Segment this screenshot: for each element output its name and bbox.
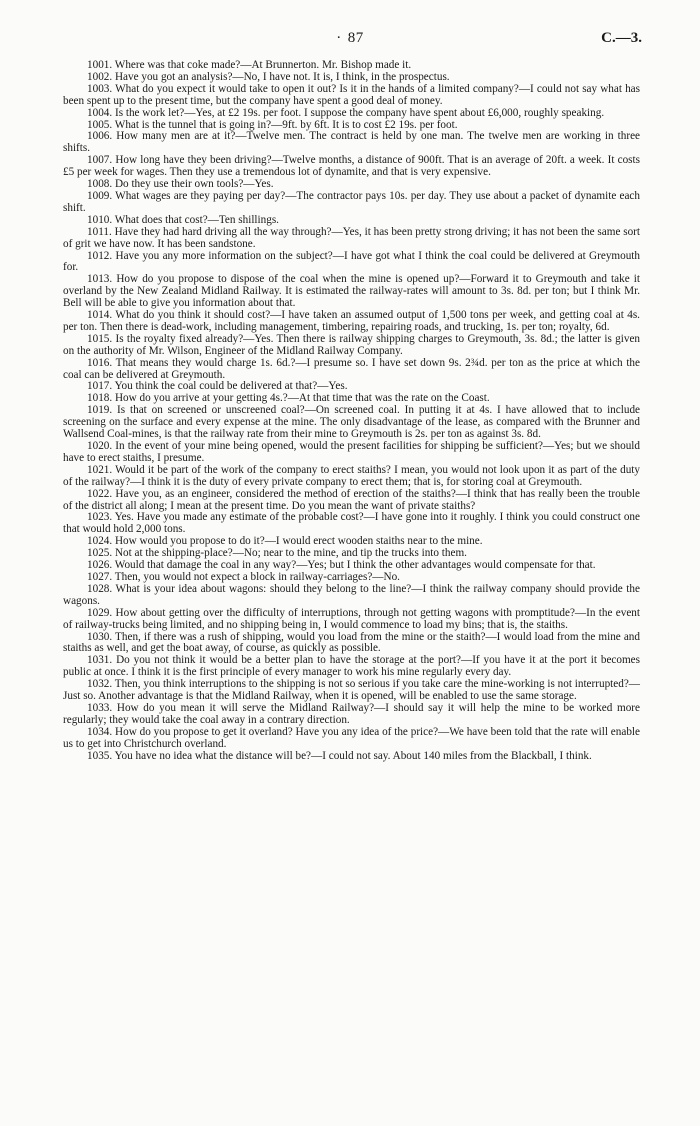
entry-number: 1008. bbox=[87, 178, 113, 191]
entry-text: Is that on screened or unscreened coal?—On screened coal. In putting it at 4s. I have allowed that to include screening on the surface and every expense at the mine. The only disadvantage of the lease, as compared with the Brunner and Wallsend Coal-mines, is that the railway rate from their mine to Greymouth is 2s. per ton as against 3s. 8d. bbox=[63, 404, 641, 441]
entry-number: 1034. bbox=[87, 725, 113, 738]
entry-number: 1015. bbox=[87, 332, 113, 345]
entry-number: 1028. bbox=[87, 582, 113, 595]
entry-number: 1012. bbox=[87, 249, 113, 262]
entry-text: How do you propose to dispose of the coal when the mine is opened up?—Forward it to Greymouth and take it overland by the New Zealand Midland Railway. It is estimated the railway-rates will amount to 3s. 8d. per ton; but I think Mr. Bell will be able to give you information about that. bbox=[63, 273, 641, 310]
entry-text: Where was that coke made?—At Brunnerton. Mr. Bishop made it. bbox=[114, 59, 412, 71]
entry-text: Yes. Have you made any estimate of the probable cost?—I have gone into it roughly. I think you could construct one that would hold 2,000 tons. bbox=[63, 511, 640, 536]
entry-number: 1027. bbox=[87, 570, 113, 583]
entry-number: 1001. bbox=[87, 59, 113, 71]
entry-text: What do you think it should cost?—I have taken an assumed output of 1,500 tons per week, and getting coal at 4s. per ton. Then there is dead-work, including management, timbering, repairing roads, and trucking, 1s. per ton; royalty, 6d. bbox=[63, 309, 640, 333]
entry-number: 1035. bbox=[87, 749, 113, 762]
entry-text: Is the royalty fixed already?—Yes. Then there is railway shipping charges to Greymouth, 3s. 8d.; the latter is given on the authority of Mr. Wilson, Engineer of the Midland Railway Company. bbox=[63, 332, 641, 357]
entry-number: 1030. bbox=[87, 630, 113, 643]
entry-number: 1020. bbox=[87, 440, 113, 452]
entry-text: Have they had hard driving all the way through?—Yes, it has been pretty strong driving; it has not been the same sort of grit we have now. It has been sandstone. bbox=[63, 225, 640, 250]
entry-number: 1025. bbox=[87, 547, 113, 560]
entry-number: 1016. bbox=[87, 356, 113, 369]
entry-text: Have you, as an engineer, considered the method of erection of the staiths?—I think that has really been the trouble of the district all along; I mean at the present time. Do you mean the want of private staiths? bbox=[63, 487, 640, 512]
testimony-entry bbox=[63, 191, 640, 215]
entry-number: 1019. bbox=[87, 404, 113, 417]
testimony-entry bbox=[63, 751, 640, 763]
entry-text: How do you arrive at your getting 4s.?—At that time that was the rate on the Coast. bbox=[114, 392, 490, 405]
testimony-entry bbox=[63, 155, 640, 179]
testimony-entry bbox=[63, 703, 640, 727]
entry-text: How do you mean it will serve the Midland Railway?—I should say it will help the mine to be worked more regularly; they would take the coal away in a contrary direction. bbox=[63, 701, 640, 726]
entry-number: 1018. bbox=[87, 392, 113, 405]
entry-text: How long have they been driving?—Twelve months, a distance of 900ft. That is an average of 20ft. a week. It costs £5 per week for wages. Then they use a tremendous lot of dynamite, and that is very expensive. bbox=[63, 154, 640, 179]
entry-text: Would that damage the coal in any way?—Yes; but I think the other advantages would compensate for that. bbox=[114, 559, 596, 572]
entry-text: You think the coal could be delivered at that?—Yes. bbox=[114, 380, 348, 393]
testimony-entry bbox=[63, 251, 640, 275]
entry-text: How many men are at it?—Twelve men. The contract is held by one man. The twelve men are working in three shifts. bbox=[63, 130, 640, 155]
testimony-entry bbox=[63, 632, 640, 656]
entry-number: 1033. bbox=[87, 701, 113, 714]
entry-text: In the event of your mine being opened, would the present facilities for shipping be sufficient?—Yes; but we should have to erect staiths, I presume. bbox=[63, 440, 641, 464]
entry-number: 1024. bbox=[87, 535, 113, 548]
testimony-entry bbox=[63, 489, 640, 513]
page-header bbox=[0, 30, 700, 52]
entry-number: 1011. bbox=[87, 225, 112, 238]
testimony-entry bbox=[63, 584, 640, 608]
entry-text: Do they use their own tools?—Yes. bbox=[114, 178, 274, 191]
testimony-entry bbox=[63, 334, 640, 358]
entry-number: 1021. bbox=[87, 463, 113, 476]
entry-number: 1007. bbox=[87, 154, 113, 167]
testimony-entry bbox=[63, 608, 640, 632]
entry-number: 1004. bbox=[87, 106, 113, 119]
entry-text: Then, if there was a rush of shipping, would you load from the mine or the staith?—I would load from the mine and staiths as well, and get the boat away, of course, as quickly as possible. bbox=[63, 630, 640, 655]
entry-text: How do you propose to get it overland? Have you any idea of the price?—We have been told that the rate will enable us to get into Christchurch overland. bbox=[63, 725, 641, 750]
entry-text: That means they would charge 1s. 6d.?—I presume so. I have set down 9s. 2¾d. per ton as the price at which the coal can be delivered at Greymouth. bbox=[63, 356, 640, 381]
testimony-entry bbox=[63, 310, 640, 334]
entry-text: How about getting over the difficulty of interruptions, through not getting wagons with promptitude?—In the event of railway-trucks being limited, and no shipping being in, I would commence to load my bins; that is, the staiths. bbox=[63, 606, 641, 631]
entry-text: Have you any more information on the subject?—I have got what I think the coal could be delivered at Greymouth for. bbox=[63, 249, 641, 274]
testimony-entry bbox=[63, 358, 640, 382]
entry-text: Then, you would not expect a block in railway-carriages?—No. bbox=[114, 570, 400, 583]
testimony-entry bbox=[63, 405, 640, 441]
entry-text: What is the tunnel that is going in?—9ft. by 6ft. It is to cost £2 19s. per foot. bbox=[114, 118, 458, 131]
entry-text: Then, you think interruptions to the shipping is not so serious if you take care the mine-working is not interrupted?—Just so. Another advantage is that the Midland Railway, when it is opened, will be enabled to use the same storage. bbox=[63, 678, 640, 703]
entry-number: 1003. bbox=[87, 82, 113, 95]
entry-number: 1005. bbox=[87, 118, 113, 131]
entry-number: 1026. bbox=[87, 559, 113, 572]
testimony-entry bbox=[63, 84, 640, 108]
testimony-entry bbox=[63, 227, 640, 251]
entry-number: 1023. bbox=[87, 511, 113, 524]
entry-number: 1032. bbox=[87, 678, 113, 691]
testimony-entry bbox=[63, 727, 640, 751]
entry-text: You have no idea what the distance will be?—I could not say. About 140 miles from the Blackball, I think. bbox=[114, 749, 592, 762]
testimony-entry bbox=[63, 131, 640, 155]
page-number: · 87 bbox=[336, 30, 364, 46]
entry-number: 1010. bbox=[87, 213, 113, 226]
entry-text: How would you propose to do it?—I would erect wooden staiths near to the mine. bbox=[114, 535, 483, 548]
entry-number: 1029. bbox=[87, 606, 113, 619]
testimony-entry bbox=[63, 512, 640, 536]
entry-number: 1002. bbox=[87, 70, 113, 83]
entry-text: Would it be part of the work of the company to erect staiths? I mean, you would not look upon it as part of the duty of the railway?—I think it is the duty of every private company to erect them; that is, for storing coal at Greymouth. bbox=[63, 463, 640, 488]
entry-text: Do you not think it would be a better plan to have the storage at the port?—If you have it at the port it becomes public at once. I think it is the first principle of every manager to work his mine regularly every day. bbox=[63, 654, 640, 679]
testimony-body bbox=[63, 60, 640, 762]
entry-number: 1022. bbox=[87, 487, 113, 500]
entry-text: What is your idea about wagons: should they belong to the line?—I think the railway company should provide the wagons. bbox=[63, 582, 640, 607]
report-code: C.—3. bbox=[601, 30, 642, 46]
entry-text: What do you expect it would take to open it out? Is it in the hands of a limited company?—I could not say what has been spent up to the present time, but the company have spent a good deal of money. bbox=[63, 82, 640, 107]
entry-text: What wages are they paying per day?—The contractor pays 10s. per day. They use about a packet of dynamite each shift. bbox=[63, 189, 640, 214]
entry-text: What does that cost?—Ten shillings. bbox=[114, 213, 279, 226]
testimony-entry bbox=[63, 441, 640, 465]
entry-number: 1009. bbox=[87, 189, 113, 202]
testimony-entry bbox=[63, 655, 640, 679]
testimony-entry bbox=[63, 679, 640, 703]
testimony-entry bbox=[63, 465, 640, 489]
entry-text: Have you got an analysis?—No, I have not. It is, I think, in the prospectus. bbox=[114, 70, 450, 83]
entry-text: Is the work let?—Yes, at £2 19s. per foot. I suppose the company have spent about £6,000, roughly speaking. bbox=[114, 106, 605, 119]
entry-number: 1017. bbox=[87, 380, 113, 393]
entry-number: 1006. bbox=[87, 130, 113, 143]
testimony-entry bbox=[63, 274, 640, 310]
entry-number: 1031. bbox=[87, 654, 113, 667]
entry-text: Not at the shipping-place?—No; near to the mine, and tip the trucks into them. bbox=[114, 547, 467, 560]
entry-number: 1013. bbox=[87, 273, 113, 286]
entry-number: 1014. bbox=[87, 309, 113, 322]
